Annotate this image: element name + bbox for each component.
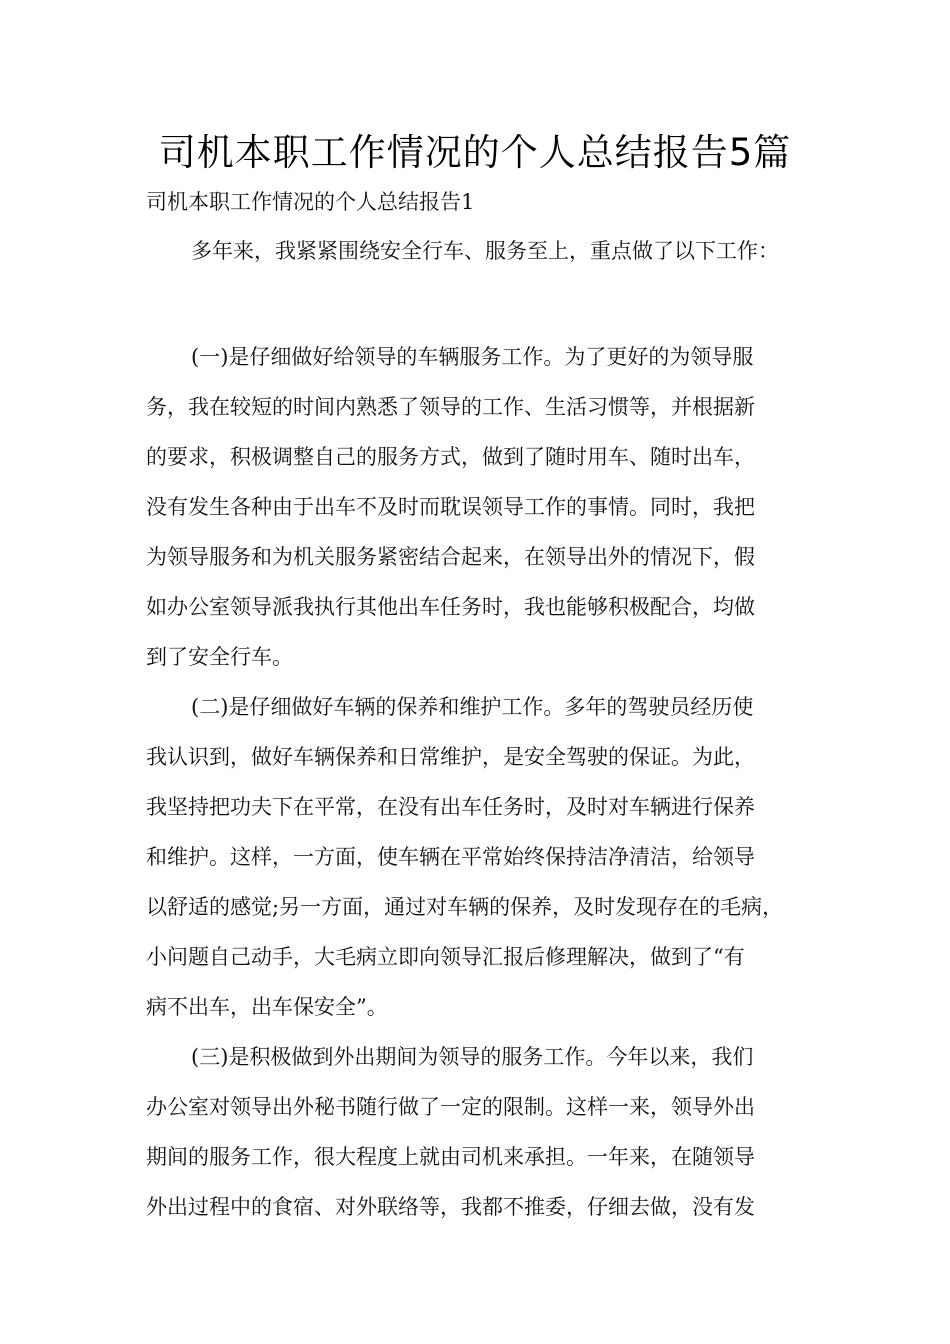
- paragraph-line: 到了安全行车。: [146, 645, 293, 669]
- paragraph-line: 和维护。这样，一方面，使车辆在平常始终保持洁净清洁，给领导: [146, 845, 755, 869]
- body-text: [146, 332, 836, 1232]
- paragraph-line: 病不出车，出车保安全”。: [146, 995, 388, 1019]
- paragraph-line: 务，我在较短的时间内熟悉了领导的工作、生活习惯等，并根据新: [146, 395, 755, 419]
- paragraph-1: [146, 332, 836, 682]
- paragraph-line: (二)是仔细做好车辆的保养和维护工作。多年的驾驶员经历使: [191, 695, 754, 719]
- paragraph-line: (一)是仔细做好给领导的车辆服务工作。为了更好的为领导服: [191, 345, 754, 369]
- paragraph-line: (三)是积极做到外出期间为领导的服务工作。今年以来，我们: [191, 1045, 754, 1069]
- paragraph-line: 的要求，积极调整自己的服务方式，做到了随时用车、随时出车，: [146, 445, 755, 469]
- paragraph-3: [146, 1032, 836, 1232]
- paragraph-line: 外出过程中的食宿、对外联络等，我都不推委，仔细去做，没有发: [146, 1195, 755, 1219]
- intro-paragraph: 多年来，我紧紧围绕安全行车、服务至上，重点做了以下工作：: [191, 239, 779, 263]
- document-subtitle: 司机本职工作情况的个人总结报告1: [146, 190, 475, 214]
- paragraph-line: 小问题自己动手，大毛病立即向领导汇报后修理解决，做到了“有: [146, 945, 745, 969]
- paragraph-line: 我坚持把功夫下在平常，在没有出车任务时，及时对车辆进行保养: [146, 795, 755, 819]
- paragraph-line: 为领导服务和为机关服务紧密结合起来，在领导出外的情况下，假: [146, 545, 755, 569]
- paragraph-line: 没有发生各种由于出车不及时而耽误领导工作的事情。同时，我把: [146, 495, 755, 519]
- paragraph-line: 办公室对领导出外秘书随行做了一定的限制。这样一来，领导外出: [146, 1095, 755, 1119]
- paragraph-line: 如办公室领导派我执行其他出车任务时，我也能够积极配合，均做: [146, 595, 755, 619]
- paragraph-line: 我认识到，做好车辆保养和日常维护，是安全驾驶的保证。为此，: [146, 745, 755, 769]
- paragraph-2: [146, 682, 836, 1032]
- paragraph-line: 期间的服务工作，很大程度上就由司机来承担。一年来，在随领导: [146, 1145, 755, 1169]
- document-title: 司机本职工作情况的个人总结报告5篇: [158, 131, 792, 174]
- paragraph-line: 以舒适的感觉;另一方面，通过对车辆的保养，及时发现存在的毛病，: [146, 895, 784, 919]
